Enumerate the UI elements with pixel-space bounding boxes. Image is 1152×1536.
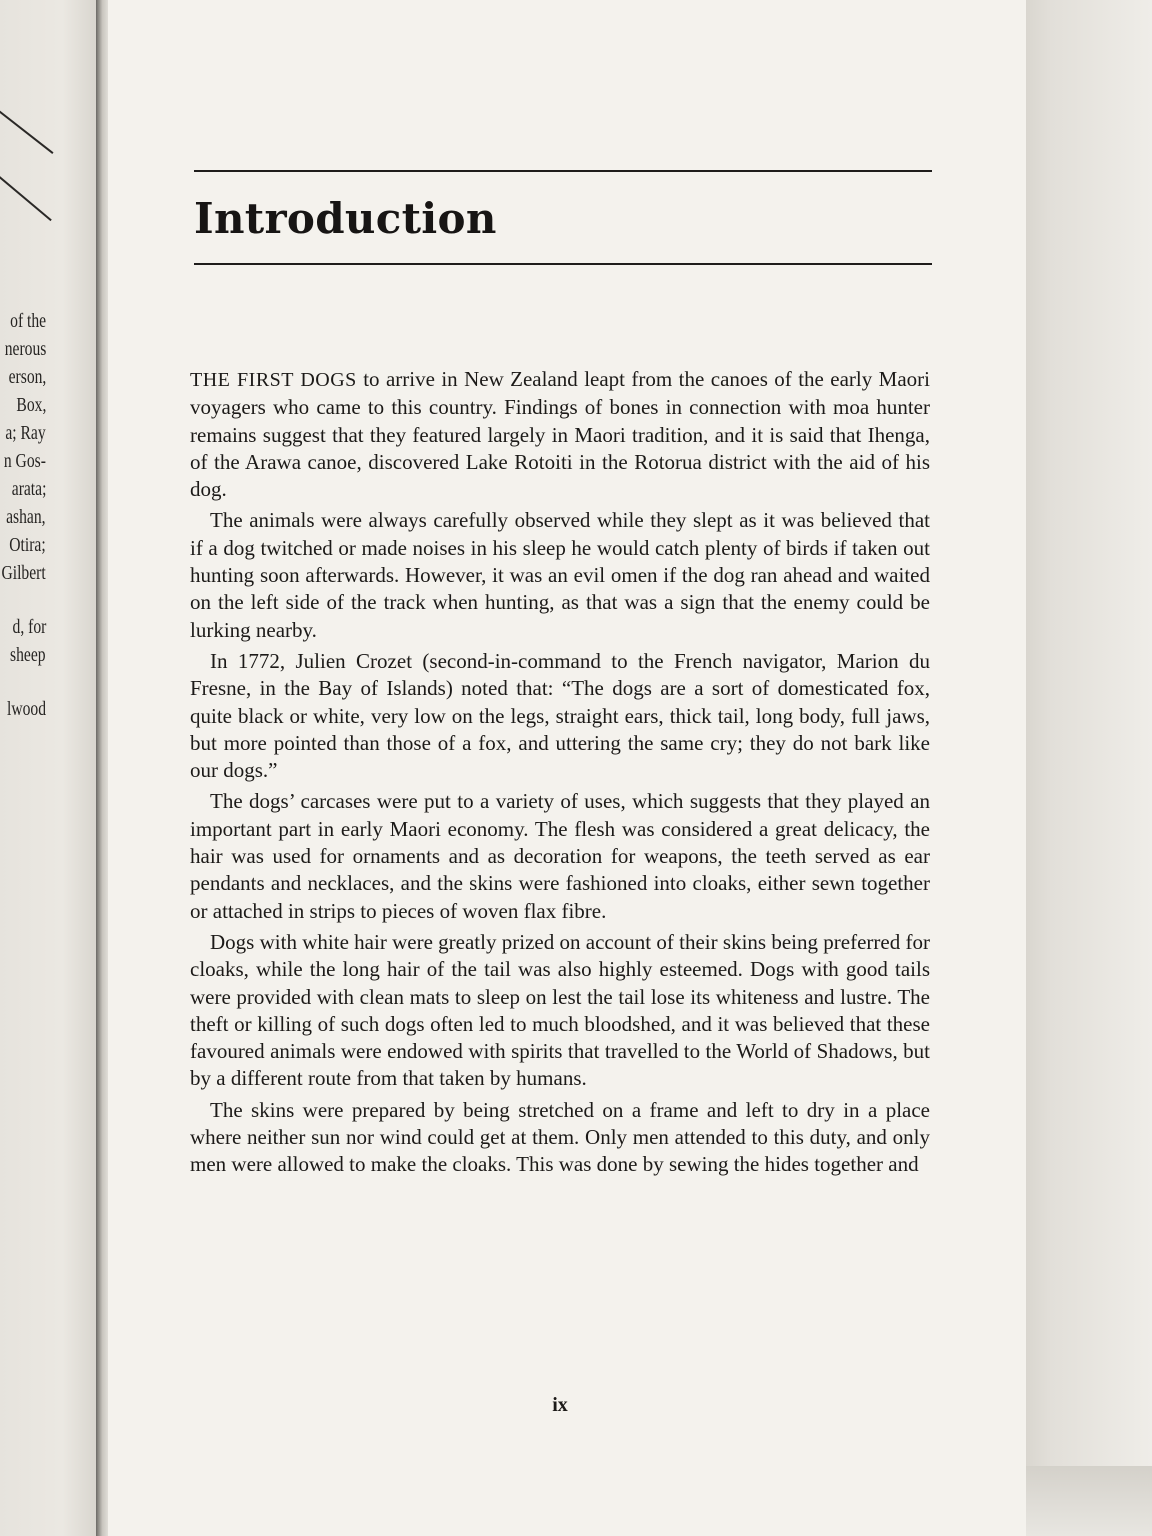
left-page-line-1 bbox=[0, 103, 54, 153]
left-page-line-2 bbox=[0, 168, 52, 221]
fragment: a; Ray bbox=[5, 422, 46, 444]
left-page bbox=[0, 0, 104, 1536]
chapter-title: Introduction bbox=[194, 194, 497, 243]
shelf-surface bbox=[1026, 1466, 1152, 1536]
lead-in: THE FIRST DOGS bbox=[190, 369, 357, 391]
body-text bbox=[190, 366, 930, 1183]
fragment: lwood bbox=[7, 698, 46, 720]
fragment: ashan, bbox=[6, 506, 46, 528]
paragraph-3: In 1772, Julien Crozet (second-in-command to the French navigator, Marion du Fresne, in the Bay of Islands) noted that: “The dogs are a sort of domesticated fox, quite black or white, very low on the legs, straight ears, thick tail, long body, full jaws, but more pointed than those of a fox, and uttering the same cry; they do not bark like our dogs.” bbox=[190, 648, 930, 783]
fragment: d, for bbox=[12, 616, 46, 638]
bottom-rule bbox=[194, 263, 932, 265]
paragraph-1-text: to arrive in New Zealand leapt from the canoes of the early Maori voyagers who came to this country. Findings of bones in connection with moa hunter remains suggest that they featured largely in Maori tradition, and it is said that Ihenga, of the Arawa canoe, discovered Lake Rotoiti in the Rotorua district with the aid of his dog. bbox=[190, 367, 930, 502]
fragment: Gilbert bbox=[1, 562, 46, 584]
fragment: arata; bbox=[11, 478, 46, 500]
paragraph-2: The animals were always carefully observed while they slept as it was believed that if a dog twitched or made noises in his sleep he would catch plenty of birds if taken out hunting soon afterwards. However, it was an evil omen if the dog ran ahead and waited on the left side of the track when hunting, as that was a sign that the enemy could be lurking nearby. bbox=[190, 508, 930, 642]
fragment: nerous bbox=[4, 338, 46, 360]
paragraph-6: The skins were prepared by being stretched on a frame and left to dry in a place where neither sun nor wind could get at them. Only men attended to this duty, and only men were allowed to make the cloaks. This was done by sewing the hides together and bbox=[190, 1097, 930, 1177]
paragraph-4: The dogs’ carcases were put to a variety of uses, which suggests that they played an important part in early Maori economy. The flesh was considered a great delicacy, the hair was used for ornaments and as decoration for weapons, the teeth served as ear pendants and necklaces, and the skins were fashioned into cloaks, either sewn together or attached in strips to pieces of woven flax fibre. bbox=[190, 789, 930, 923]
fragment: erson, bbox=[8, 366, 46, 388]
page-number: ix bbox=[552, 1394, 568, 1416]
page-edge-background bbox=[1026, 0, 1152, 1536]
fragment: Otira; bbox=[9, 534, 46, 556]
chapter-heading bbox=[194, 170, 934, 265]
fragment: sheep bbox=[10, 644, 46, 666]
fragment: of the bbox=[10, 310, 46, 332]
paragraph-1 bbox=[190, 366, 930, 503]
fragment: Box, bbox=[16, 394, 46, 416]
fragment: n Gos- bbox=[3, 450, 46, 472]
paragraph-5: Dogs with white hair were greatly prized on account of their skins being preferred for cloaks, while the long hair of the tail was also highly esteemed. Dogs with good tails were provided with clean mats to sleep on lest the tail lose its whiteness and lustre. The theft or killing of such dogs often led to much bloodshed, and it was believed that these favoured animals were endowed with spirits that travelled to the World of Shadows, but by a different route from that taken by humans. bbox=[190, 929, 930, 1091]
